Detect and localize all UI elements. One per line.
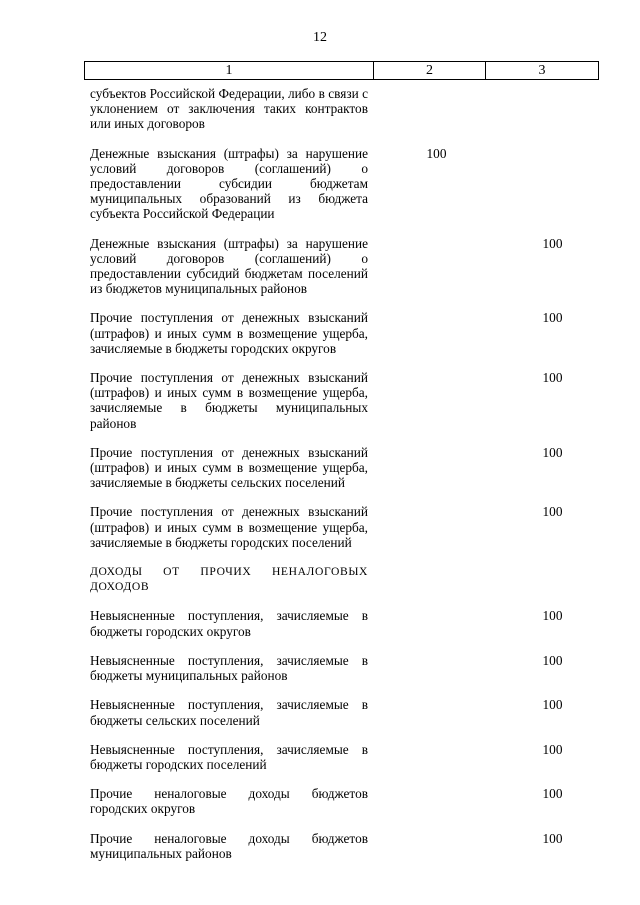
- table-header: [84, 61, 599, 80]
- row-value-col2: [368, 831, 499, 861]
- row-value-col3: [499, 146, 600, 222]
- table-row: [90, 445, 600, 491]
- row-description: Невыясненные поступления, зачисляемые в бюджеты городских округов: [90, 608, 368, 639]
- row-description: Невыясненные поступления, зачисляемые в бюджеты сельских поселений: [90, 697, 368, 728]
- table-row: [90, 742, 600, 772]
- row-value-col3: 100: [542, 504, 563, 520]
- table-row-section-heading: [90, 564, 600, 594]
- row-value-col3: 100: [542, 830, 563, 846]
- table-row: [90, 86, 600, 132]
- row-value-col3: 100: [542, 741, 563, 757]
- column-header-2: 2: [374, 62, 486, 79]
- table-row: [90, 146, 600, 222]
- row-value-col2: [368, 608, 499, 638]
- row-description: Прочие поступления от денежных взысканий (штрафов) и иных сумм в возмещение ущерба, зачисляемые в бюджеты сельских поселений: [90, 444, 368, 491]
- row-value-col3: 100: [542, 310, 563, 326]
- row-value-col2: [368, 786, 499, 816]
- row-value-col3: 100: [542, 652, 563, 668]
- row-description: субъектов Российской Федерации, либо в связи с уклонением от заключения таких контрактов или иных договоров: [90, 86, 368, 132]
- row-description: Прочие поступления от денежных взысканий (штрафов) и иных сумм в возмещение ущерба, зачисляемые в бюджеты муниципальных районов: [90, 370, 368, 431]
- row-value-col2: [368, 445, 499, 491]
- row-value-col2: [368, 236, 499, 297]
- table-row: [90, 310, 600, 356]
- row-value-col2: [368, 564, 499, 594]
- row-value-col3: 100: [542, 370, 563, 386]
- table-row: [90, 608, 600, 638]
- row-description: Прочие поступления от денежных взысканий (штрафов) и иных сумм в возмещение ущерба, зачисляемые в бюджеты городских округов: [90, 310, 368, 356]
- table-row: [90, 370, 600, 431]
- row-value-col3: 100: [542, 235, 563, 251]
- row-value-col2: [368, 370, 499, 431]
- table-row: [90, 697, 600, 727]
- row-value-col3: 100: [542, 444, 563, 460]
- table-row: [90, 831, 600, 861]
- row-description: Денежные взыскания (штрафы) за нарушение условий договоров (соглашений) о предоставлении субсидии бюджетам муниципальных образований из бюджета субъекта Российской Федерации: [90, 145, 368, 222]
- row-description: Денежные взыскания (штрафы) за нарушение условий договоров (соглашений) о предоставлении субсидий бюджетам поселений из бюджетов муниципальных районов: [90, 235, 368, 297]
- row-value-col3: [499, 564, 600, 594]
- row-description: Прочие неналоговые доходы бюджетов городских округов: [90, 786, 368, 817]
- row-description: Прочие поступления от денежных взысканий (штрафов) и иных сумм в возмещение ущерба, зачисляемые в бюджеты городских поселений: [90, 504, 368, 550]
- row-value-col3: 100: [542, 608, 563, 624]
- row-value-col3: [499, 86, 600, 132]
- row-value-col2: [368, 310, 499, 356]
- row-value-col2: [368, 697, 499, 727]
- page-number: 12: [313, 30, 327, 45]
- table-row: [90, 504, 600, 550]
- table-row: [90, 653, 600, 683]
- row-value-col2: [368, 742, 499, 772]
- column-header-3: 3: [538, 63, 546, 78]
- row-description: Невыясненные поступления, зачисляемые в бюджеты муниципальных районов: [90, 652, 368, 684]
- row-value-col3: 100: [542, 697, 563, 713]
- table-row: [90, 236, 600, 297]
- row-description: Невыясненные поступления, зачисляемые в бюджеты городских поселений: [90, 741, 368, 772]
- table-row: [90, 786, 600, 816]
- row-value-col3: 100: [542, 786, 563, 802]
- column-header-1: 1: [85, 62, 374, 79]
- row-description: Прочие неналоговые доходы бюджетов муниципальных районов: [90, 830, 368, 861]
- table-body: [90, 86, 600, 875]
- section-heading: ДОХОДЫ ОТ ПРОЧИХ НЕНАЛОГОВЫХ ДОХОДОВ: [90, 565, 368, 594]
- row-value-col2: [368, 86, 499, 132]
- row-value-col2: 100: [426, 145, 447, 161]
- row-value-col2: [368, 504, 499, 550]
- row-value-col2: [368, 653, 499, 683]
